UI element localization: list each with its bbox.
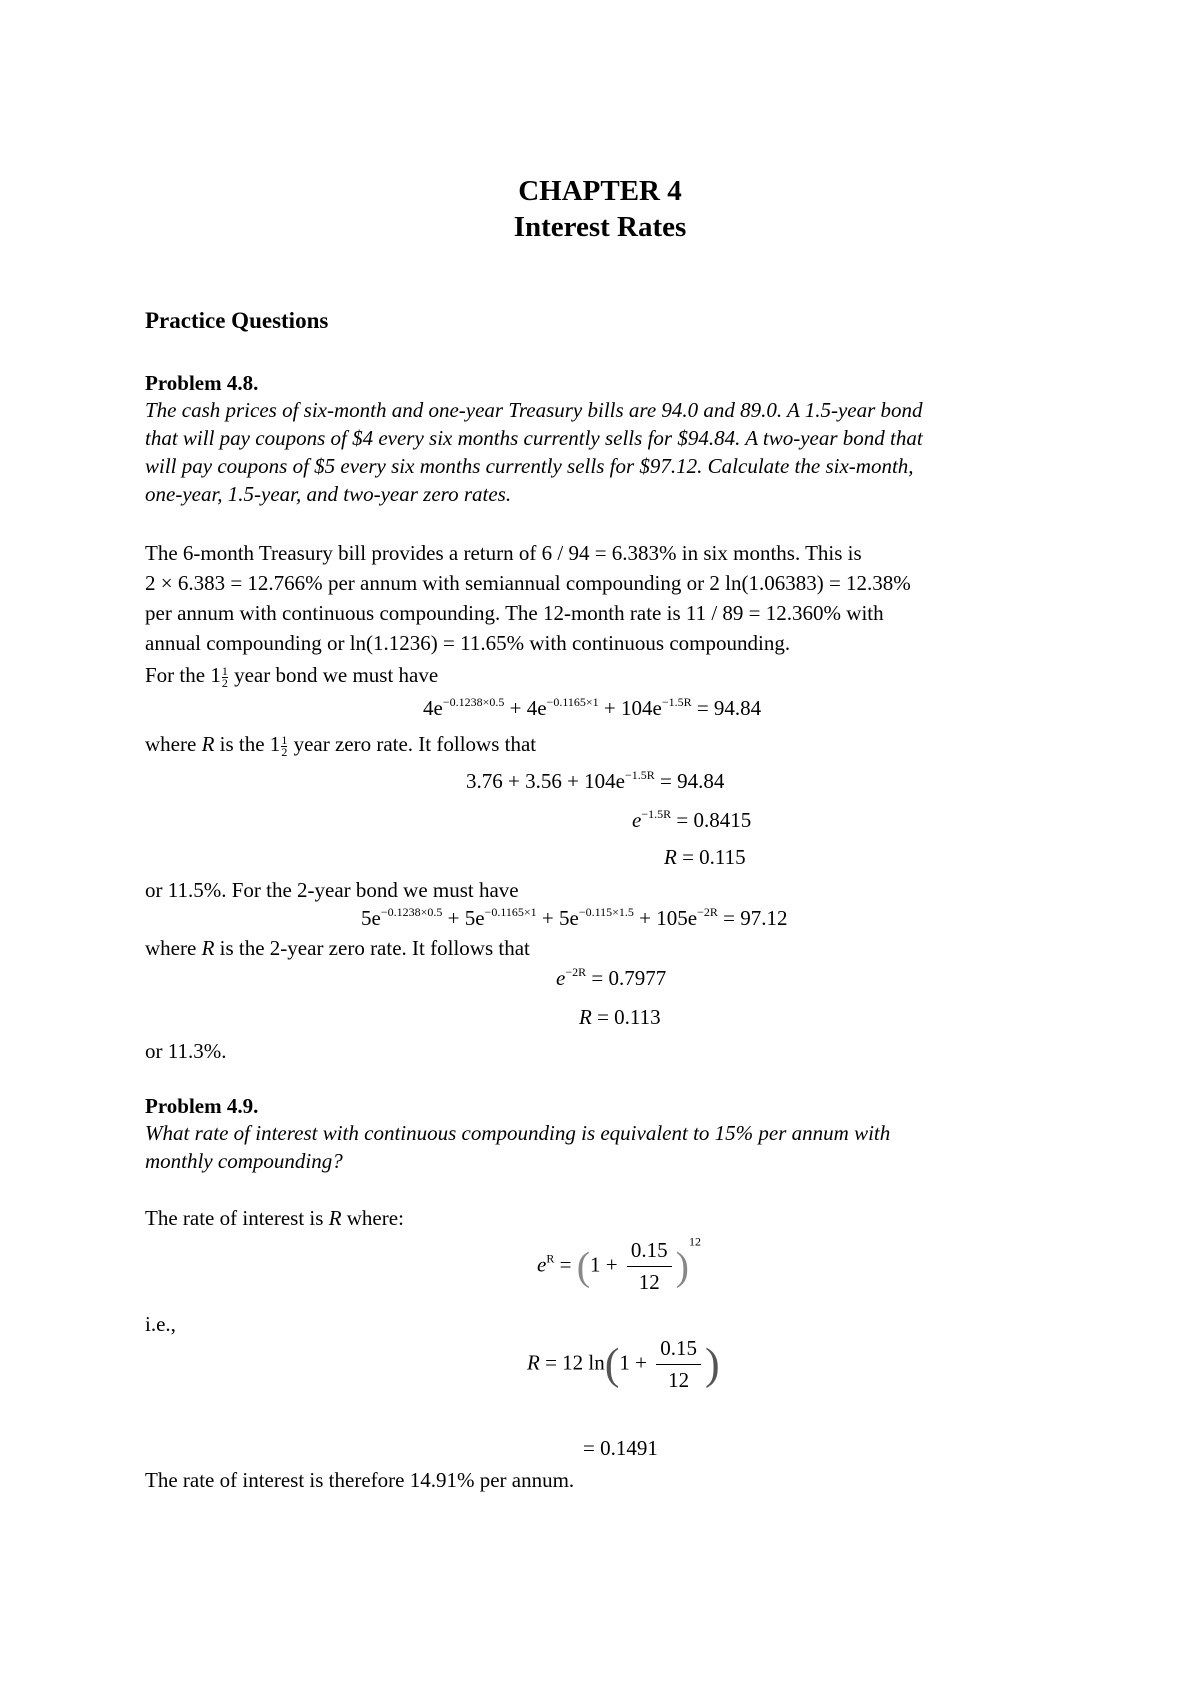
equation-exponent: 12 bbox=[688, 1234, 701, 1249]
variable-r: R bbox=[328, 1206, 342, 1230]
equation-r-value-2y bbox=[579, 1005, 661, 1030]
solution-line bbox=[145, 601, 884, 626]
equation-term: e bbox=[556, 966, 566, 990]
equation-exponent: −0.1238×0.5 bbox=[442, 695, 505, 709]
solution-text: per annum with semiannual compounding or bbox=[322, 571, 710, 595]
fraction-numerator: 1 bbox=[281, 732, 288, 747]
variable-r: R bbox=[527, 1350, 540, 1375]
equation-term: + 5e bbox=[442, 906, 485, 930]
inline-equation: 11 / 89 = 12.360% bbox=[685, 601, 842, 625]
variable-r: R bbox=[201, 936, 215, 960]
solution-line: i.e., bbox=[145, 1312, 176, 1336]
equation-discount-factor-2y bbox=[556, 966, 666, 991]
section-title: Practice Questions bbox=[145, 308, 329, 333]
equation-term: = 0.113 bbox=[591, 1005, 661, 1029]
solution-text: year zero rate. It follows that bbox=[288, 732, 537, 756]
problem-4-8-heading: Problem 4.8. bbox=[145, 371, 259, 395]
equation-result: = 0.1491 bbox=[583, 1436, 658, 1460]
solution-line bbox=[145, 663, 438, 689]
equation-term: = 94.84 bbox=[691, 696, 762, 720]
equation-term: = 0.7977 bbox=[586, 966, 667, 990]
solution-text: per annum with continuous compounding. The 12-month rate is bbox=[145, 601, 686, 625]
solution-text: is the 1 bbox=[214, 732, 281, 756]
right-paren: ) bbox=[675, 1243, 689, 1289]
problem-4-9-heading: Problem 4.9. bbox=[145, 1094, 259, 1118]
solution-text: with bbox=[841, 601, 884, 625]
solution-line bbox=[145, 631, 790, 656]
fraction-denominator: 2 bbox=[281, 744, 288, 759]
equation-exponent: −2R bbox=[697, 905, 718, 919]
solution-text: annual compounding or bbox=[145, 631, 350, 655]
solution-text: in six months. This is bbox=[676, 541, 862, 565]
equation-term: e bbox=[632, 808, 642, 832]
equation-term: = 12 ln bbox=[539, 1350, 605, 1375]
equation-exponent: −2R bbox=[565, 965, 587, 979]
equation-exponent: −1.5R bbox=[661, 695, 692, 709]
equation-continuous-equivalence bbox=[537, 1234, 701, 1295]
problem-4-8-question-line: The cash prices of six-month and one-year Treasury bills are 94.0 and 89.0. A 1.5-year bond bbox=[145, 398, 923, 422]
equation-term: + 5e bbox=[536, 906, 579, 930]
equation-term: 1 + bbox=[590, 1252, 623, 1277]
equation-r-value bbox=[664, 845, 746, 870]
fraction-denominator: 12 bbox=[668, 1368, 690, 1392]
inline-equation: ln(1.1236) = 11.65% bbox=[349, 631, 525, 655]
variable-r: R bbox=[201, 732, 215, 756]
fraction-numerator: 0.15 bbox=[627, 1238, 672, 1267]
inline-equation: 2 ln(1.06383) = 12.38% bbox=[709, 571, 911, 595]
equation-term: 4e bbox=[423, 696, 443, 720]
chapter-title: Interest Rates bbox=[513, 211, 687, 243]
right-paren: ) bbox=[705, 1339, 720, 1389]
solution-line bbox=[145, 732, 536, 758]
equation-term: = bbox=[554, 1252, 577, 1277]
solution-text: with continuous compounding. bbox=[524, 631, 791, 655]
solution-text: The rate of interest is bbox=[145, 1206, 329, 1230]
problem-4-9-question-line: What rate of interest with continuous compounding is equivalent to 15% per annum with bbox=[145, 1121, 891, 1145]
equation-r-log bbox=[527, 1336, 720, 1393]
equation-exponent: −0.1165×1 bbox=[546, 695, 599, 709]
left-paren: ( bbox=[576, 1243, 591, 1289]
solution-text: where: bbox=[341, 1206, 404, 1230]
equation-term: + 105e bbox=[633, 906, 698, 930]
equation-exponent: R bbox=[546, 1251, 555, 1266]
inline-equation: 6 / 94 = 6.383% bbox=[541, 541, 677, 565]
equation-term: = 94.84 bbox=[654, 769, 725, 793]
problem-4-8-question-line: will pay coupons of $5 every six months currently sells for $97.12. Calculate the six-month, bbox=[145, 454, 914, 478]
equation-term: + 4e bbox=[504, 696, 547, 720]
solution-text: is the 2-year zero rate. It follows that bbox=[214, 936, 530, 960]
fraction-one-half bbox=[221, 663, 228, 690]
fraction-rate bbox=[656, 1336, 701, 1393]
solution-text: year bond we must have bbox=[228, 663, 439, 687]
inline-equation: 2 × 6.383 = 12.766% bbox=[145, 571, 323, 595]
equation-term: = 0.8415 bbox=[671, 808, 752, 832]
equation-exponent: −1.5R bbox=[625, 768, 655, 782]
solution-text: For the 1 bbox=[145, 663, 221, 687]
solution-text: where bbox=[145, 732, 202, 756]
solution-line bbox=[145, 571, 911, 596]
fraction-denominator: 2 bbox=[221, 675, 228, 690]
fraction-numerator: 1 bbox=[221, 663, 228, 678]
variable-r: R bbox=[664, 845, 677, 869]
chapter-number: CHAPTER 4 bbox=[518, 175, 682, 207]
solution-line bbox=[145, 1206, 404, 1231]
equation-2-year-bond bbox=[361, 906, 787, 931]
equation-term: 5e bbox=[361, 906, 381, 930]
equation-exponent: −0.115×1.5 bbox=[578, 905, 634, 919]
problem-4-9-question-line: monthly compounding? bbox=[145, 1149, 343, 1173]
problem-4-8-question-line: that will pay coupons of $4 every six months currently sells for $94.84. A two-year bond that bbox=[145, 426, 923, 450]
equation-exponent: −0.1165×1 bbox=[484, 905, 537, 919]
equation-bond-price-sum bbox=[466, 769, 724, 794]
solution-line bbox=[145, 541, 862, 566]
solution-line: or 11.5%. For the 2-year bond we must have bbox=[145, 878, 519, 902]
solution-line bbox=[145, 936, 530, 961]
equation-exponent: −0.1238×0.5 bbox=[380, 905, 443, 919]
solution-text: where bbox=[145, 936, 202, 960]
solution-text: The 6-month Treasury bill provides a return of bbox=[145, 541, 542, 565]
equation-term: e bbox=[537, 1252, 547, 1277]
equation-term: + 104e bbox=[598, 696, 662, 720]
problem-4-8-question-line: one-year, 1.5-year, and two-year zero rates. bbox=[145, 482, 512, 506]
fraction-denominator: 12 bbox=[638, 1270, 660, 1294]
equation-discount-factor bbox=[632, 808, 751, 833]
conclusion-line: The rate of interest is therefore 14.91% per annum. bbox=[145, 1468, 575, 1492]
equation-term: 3.76 + 3.56 + 104e bbox=[466, 769, 626, 793]
fraction-numerator: 0.15 bbox=[656, 1336, 701, 1365]
equation-1-5-year-bond bbox=[423, 696, 761, 721]
fraction-rate bbox=[627, 1238, 672, 1295]
equation-term: 1 + bbox=[619, 1350, 653, 1375]
solution-line: or 11.3%. bbox=[145, 1039, 227, 1063]
fraction-one-half bbox=[281, 732, 288, 759]
equation-term: = 97.12 bbox=[717, 906, 788, 930]
equation-term: = 0.115 bbox=[676, 845, 746, 869]
variable-r: R bbox=[579, 1005, 592, 1029]
left-paren: ( bbox=[604, 1339, 620, 1389]
equation-exponent: −1.5R bbox=[641, 807, 672, 821]
